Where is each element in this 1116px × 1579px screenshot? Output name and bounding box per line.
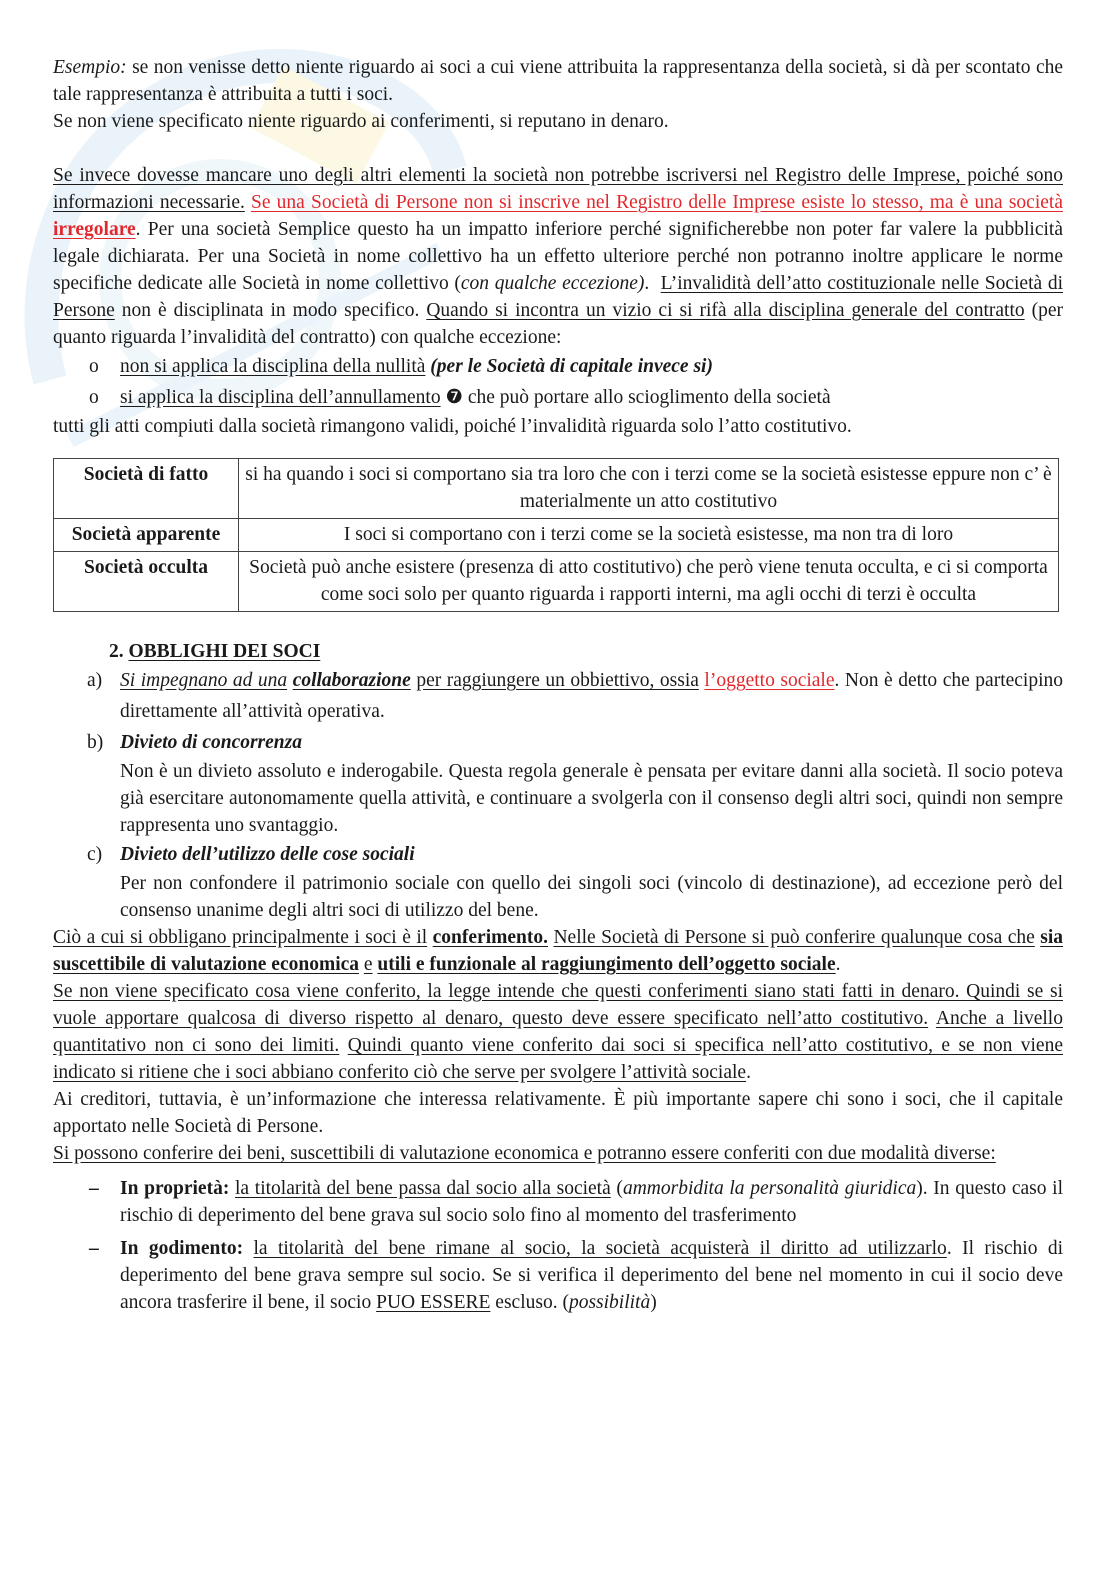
bullet-underlined: non si applica la disciplina della nullità — [120, 356, 426, 377]
bullet-rest: (per le Società di capitale invece si) — [430, 356, 713, 377]
table-term: Società di fatto — [54, 459, 239, 519]
text-segment: escluso. ( — [495, 1292, 569, 1313]
italic-segment: possibilità — [568, 1292, 651, 1313]
bold-segment: utili e funzionale al raggiungimento dell’oggetto sociale — [377, 954, 836, 975]
italic-segment: ammorbidita la personalità giuridica — [622, 1178, 917, 1199]
modalita-label: In proprietà: — [120, 1178, 230, 1199]
text-segment: L’invalidità dell’atto costituzionale nelle Società di Persone — [53, 273, 1064, 321]
table-row — [54, 519, 1059, 552]
list-item — [53, 382, 1063, 413]
text-segment: Anche a livello quantitativo non ci sono dei limiti. — [53, 1008, 1063, 1056]
bullet-rest: che può portare allo scioglimento della società — [467, 387, 831, 408]
text-segment: . Per una società Semplice questo ha un impatto inferiore perché significherebbe non poter far valere la pubblicità legale dichiarata. Per una Società in nome collettivo ha un effetto ulteriore perché non potranno inoltre applicare le norme specifiche dedicate alle Società in nome collettivo ( — [53, 219, 1063, 294]
text-segment: . In questo caso il rischio di deperimento del bene grava sul socio solo fino al momento del trasferimento — [120, 1178, 1063, 1226]
bold-segment: sia suscettibile di valutazione economica — [53, 927, 1064, 975]
collaborazione-term: collaborazione — [292, 670, 411, 691]
text-segment: (per quanto riguarda l’invalidità del contratto) con qualche eccezione: — [53, 300, 1064, 348]
example-label: Esempio: — [53, 57, 127, 78]
text-segment: per raggiungere un obbiettivo, ossia — [416, 670, 699, 691]
table-term: Società occulta — [54, 552, 239, 612]
item-text: Non è un divieto assoluto e inderogabile. Questa regola generale è pensata per evitare danni alla società. Il socio poteva già esercitare autonomamente quella attività, e continuare a svolgerla con il consenso degli altri soci, quindi non sempre rappresenta uno svantaggio. — [120, 761, 1063, 836]
document-page — [53, 54, 1063, 1316]
table-row — [54, 459, 1059, 519]
modalita-intro: Si possono conferire dei beni, suscettibili di valutazione economica e potranno essere conferiti con due modalità diverse: — [53, 1143, 996, 1164]
text-segment: la titolarità del bene rimane al socio, la società acquisterà il diritto ad utilizzarlo — [253, 1238, 947, 1259]
item-marker: a) — [87, 670, 103, 691]
example-text: se non venisse detto niente riguardo ai soci a cui viene attribuita la rappresentanza della società, si dà per scontato che tale rappresentanza è attribuita a tutti i soci. — [53, 57, 1064, 105]
text-segment: non è disciplinata in modo specifico. — [121, 300, 420, 321]
text-segment: Se non viene specificato cosa viene conferito, la legge intende che questi conferimenti siano stati fatti in denaro. Quindi se si vuole apportare qualcosa di diverso rispetto al denaro, questo deve essere specificato nell’atto costitutivo. — [53, 981, 1063, 1029]
list-item — [53, 839, 1063, 870]
text-segment: PUO ESSERE — [376, 1292, 491, 1313]
text-segment: Ciò a cui si obbligano principalmente i soci è il — [53, 927, 428, 948]
section-heading — [53, 638, 1063, 665]
text-segment: Quando si incontra un vizio ci si rifà alla disciplina generale del contratto — [426, 300, 1025, 321]
list-item — [53, 1235, 1063, 1316]
list-item — [53, 665, 1063, 727]
text-segment: Se invece dovesse mancare uno degli altri elementi la società non potrebbe iscriversi nel Registro delle Imprese, poiché sono informazioni necessarie. — [53, 165, 1063, 213]
text-segment: ) — [650, 1292, 657, 1313]
italic-segment: con qualche eccezione) — [460, 273, 645, 294]
text-segment: . Il rischio di deperimento del bene grava sempre sul socio. Se si verifica il deperimento del bene nel momento in cui il socio deve ancora trasferire il bene, il socio — [120, 1238, 1064, 1313]
table-definition: Società può anche esistere (presenza di atto costitutivo) che però viene tenuta occulta, e ci si comporta come soci solo per quanto riguarda i rapporti interni, ma agli occhi di terzi è occulta — [239, 552, 1059, 612]
conferimento-paragraph — [53, 924, 1063, 978]
section-title: OBBLIGHI DEI SOCI — [128, 641, 321, 662]
dash-marker: – — [89, 1238, 99, 1259]
after-bullets-text: tutti gli atti compiuti dalla società rimangono validi, poiché l’invalidità riguarda solo l’atto costitutivo. — [53, 416, 852, 437]
text-segment: Quindi quanto viene conferito dai soci si specifica nell’atto costitutivo, e se non viene indicato si ritiene che i soci abbiano conferito ciò che serve per svolgere l’attività sociale — [53, 1035, 1063, 1083]
item-marker: b) — [87, 732, 104, 753]
item-a-text — [120, 665, 1063, 727]
red-highlight: l’oggetto sociale — [704, 670, 835, 691]
table-definition: I soci si comportano con i terzi come se la società esistesse, ma non tra di loro — [239, 519, 1059, 552]
modalita-label: In godimento: — [120, 1238, 244, 1259]
table-definition: si ha quando i soci si comportano sia tra loro che con i terzi come se la società esistesse eppure non c’ è materialmente un atto costitutivo — [239, 459, 1059, 519]
section-number: 2. — [109, 641, 124, 662]
irregular-company-paragraph: Se invece dovesse mancare uno degli altri elementi la società non potrebbe iscriversi nel Registro delle Imprese, poiché sono informazioni necessarie. Se una Società di Persone non si inscrive nel Registro delle Imprese esiste lo stesso, ma è una società irregolare. Per una società Semplice questo ha un impatto inferiore perché significherebbe non poter far valere la pubblicità legale dichiarata. Per una Società in nome collettivo ha un effetto ulteriore perché non potranno inoltre applicare le norme specifiche dedicate alle Società in nome collettivo (con qualche eccezione). L’invalidità dell’atto costituzionale nelle Società di Persone non è disciplinata in modo specifico. Quando si incontra un vizio ci si rifà alla disciplina generale del contratto (per quanto riguarda l’invalidità del contratto) con qualche eccezione: — [53, 165, 1064, 348]
circled-seven-icon: ❼ — [445, 387, 463, 408]
denaro-paragraph — [53, 978, 1063, 1086]
dash-marker: – — [89, 1178, 99, 1199]
conferimento-term: conferimento. — [432, 927, 548, 948]
example-paragraph — [53, 54, 1063, 108]
text-segment: . — [746, 1062, 751, 1083]
item-text: Per non confondere il patrimonio sociale con quello dei singoli soci (vincolo di destinazione), ad eccezione però del consenso unanime degli altri soci di utilizzo del bene. — [120, 873, 1063, 921]
bullet-underlined: si applica la disciplina dell’annullamento — [120, 387, 441, 408]
text-segment: e — [363, 954, 373, 975]
text-segment: la titolarità del bene passa dal socio alla società — [235, 1178, 611, 1199]
list-item — [53, 727, 1063, 758]
bullet-marker: o — [89, 387, 99, 408]
text-segment: . Non è detto che partecipino direttamente all’attività operativa. — [120, 670, 1064, 722]
item-title: Divieto di concorrenza — [120, 732, 302, 753]
list-item: – In proprietà: la titolarità del bene passa dal socio alla società (ammorbidita la personalità giuridica). In questo caso il rischio di deperimento del bene grava sul socio solo fino al momento del trasferimento — [53, 1175, 1063, 1229]
text-segment: . — [835, 954, 841, 975]
company-types-table — [53, 458, 1059, 612]
irregolare-term: irregolare — [53, 219, 136, 240]
list-item — [53, 351, 1063, 382]
item-title: Divieto dell’utilizzo delle cose sociali — [120, 844, 415, 865]
table-row — [54, 552, 1059, 612]
creditori-paragraph: Ai creditori, tuttavia, è un’informazione che interessa relativamente. È più importante sapere chi sono i soci, che il capitale apportato nelle Società di Persone. — [53, 1089, 1063, 1137]
bullet-marker: o — [89, 356, 99, 377]
item-marker: c) — [87, 844, 103, 865]
conferimenti-default: Se non viene specificato niente riguardo ai conferimenti, si reputano in denaro. — [53, 111, 669, 132]
text-segment: Si impegnano ad una — [120, 670, 288, 691]
table-term: Società apparente — [54, 519, 239, 552]
red-highlight: Se una Società di Persone non si inscrive nel Registro delle Imprese esiste lo stesso, ma è una società — [251, 192, 1063, 213]
text-segment: Nelle Società di Persone si può conferire qualunque cosa che — [553, 927, 1035, 948]
